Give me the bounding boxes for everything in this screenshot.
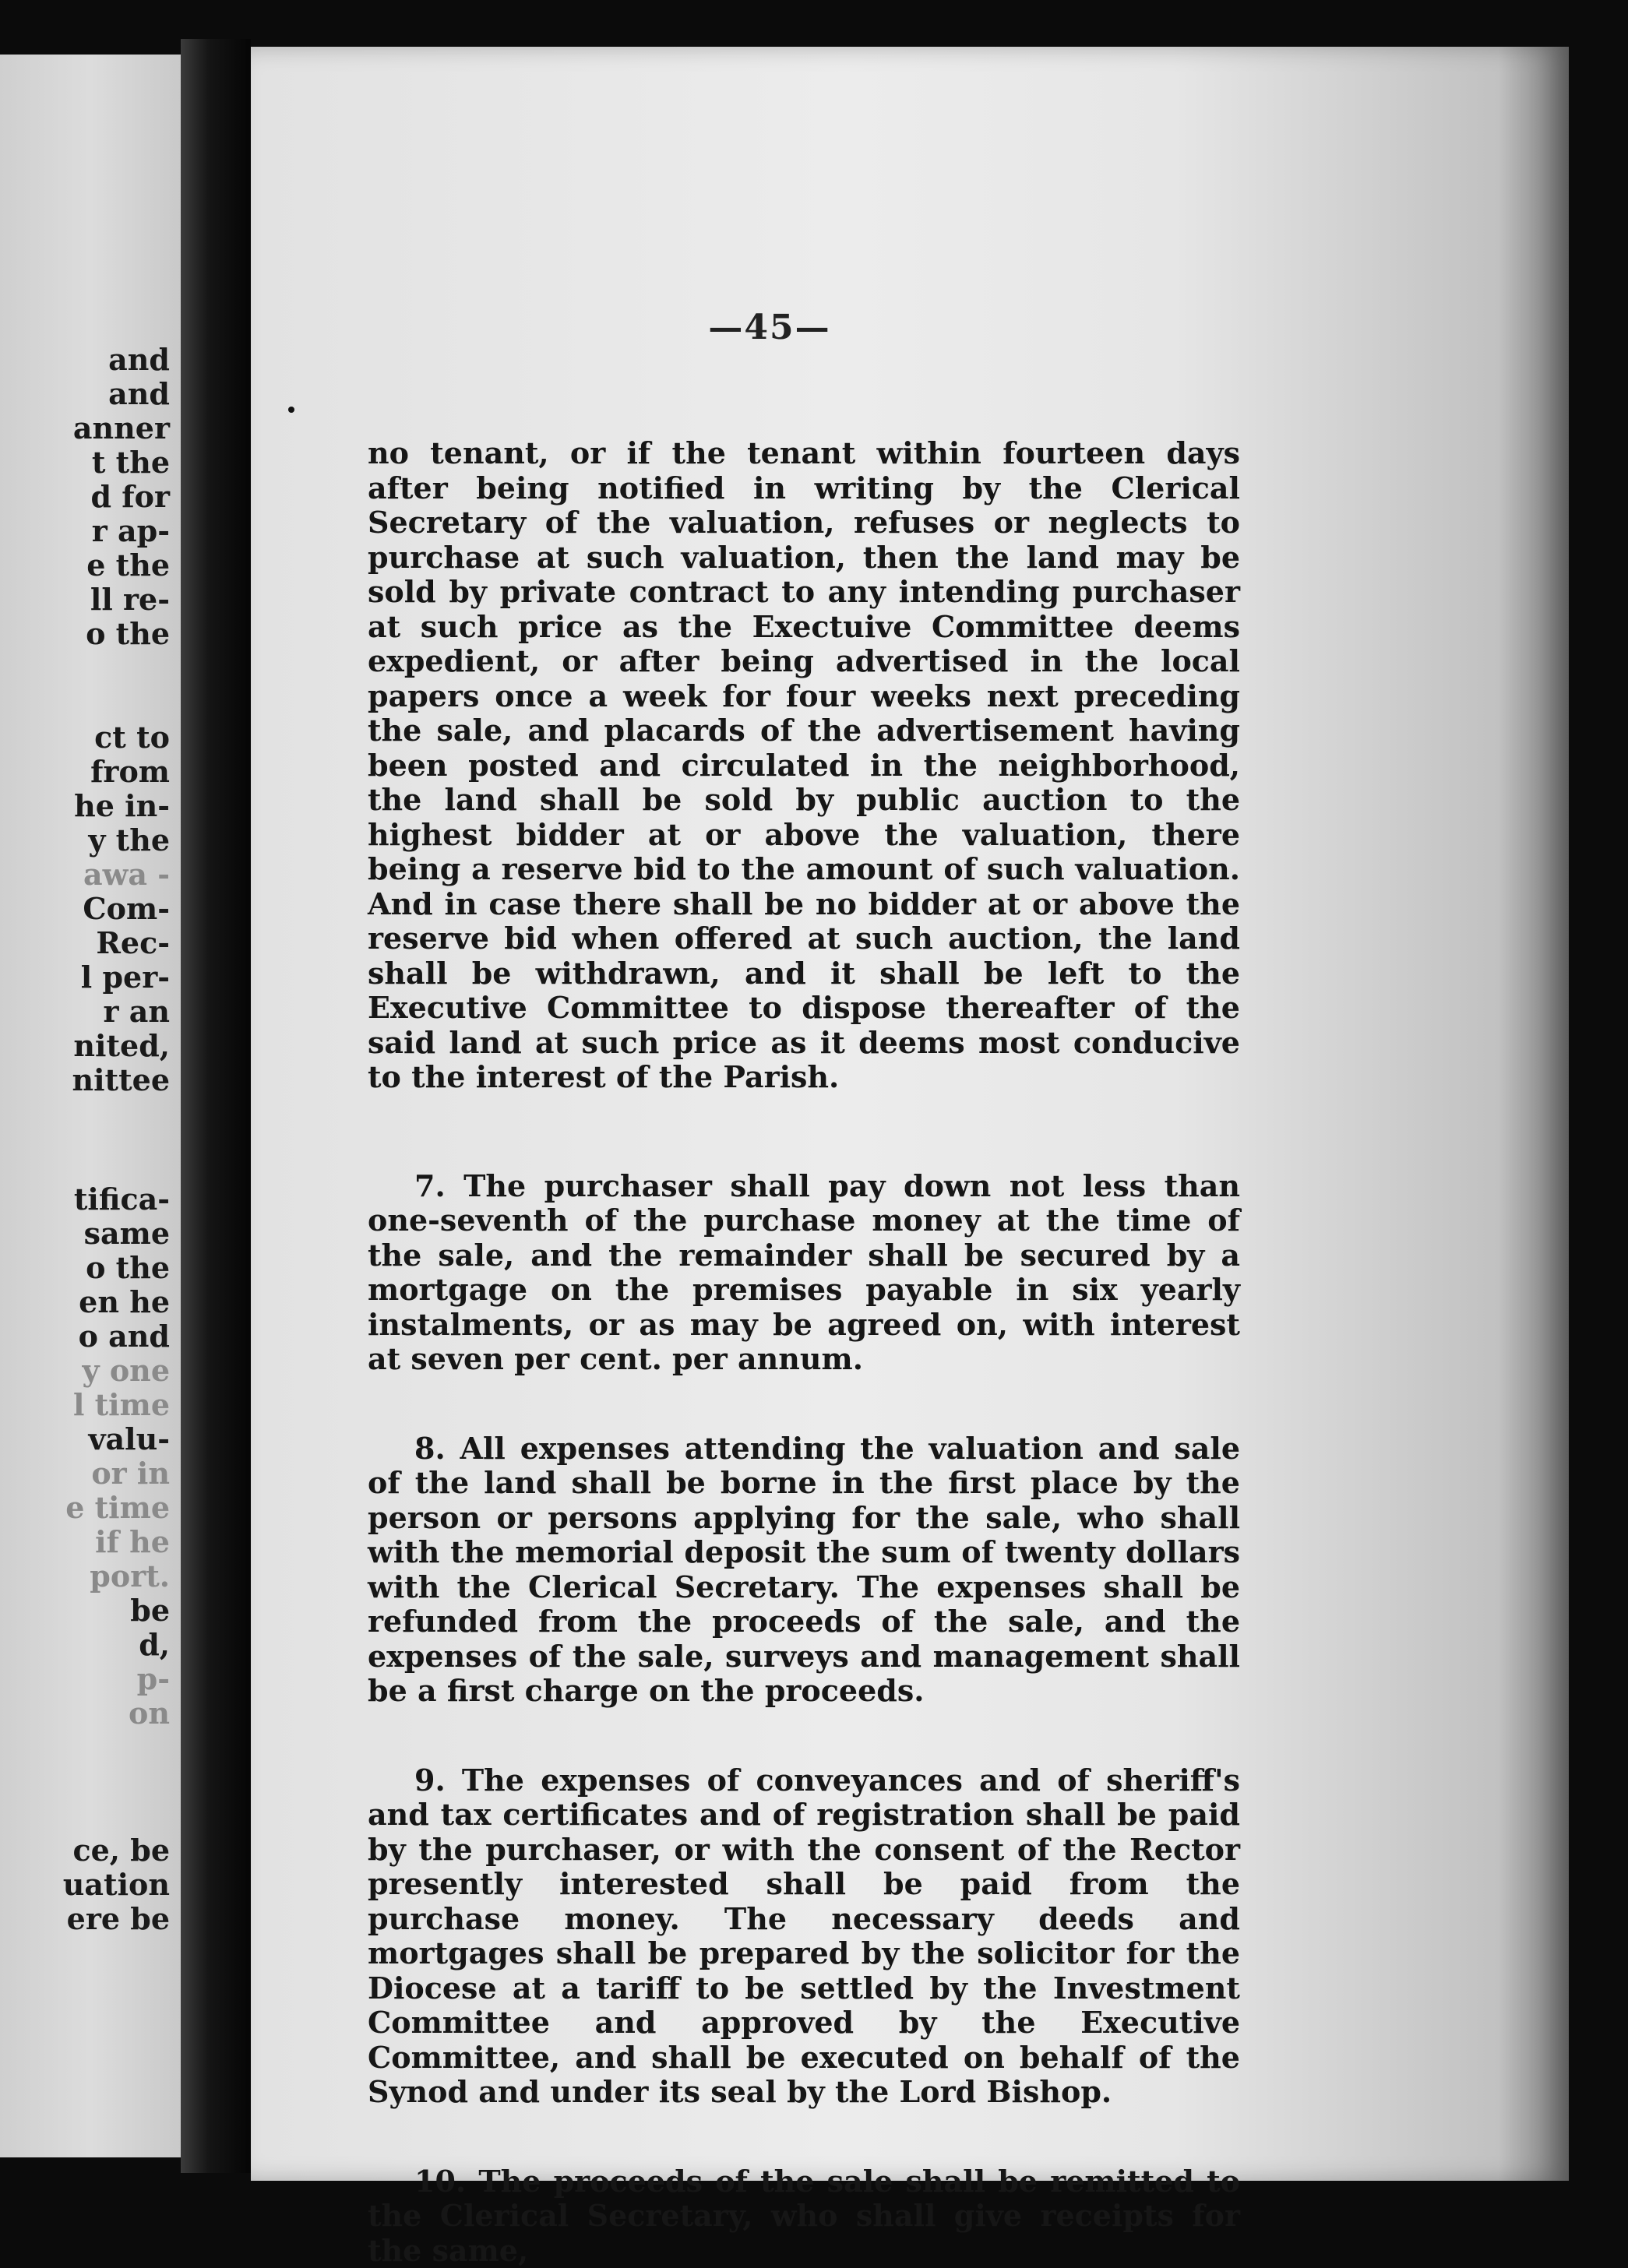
facing-page-fragment: ere be (67, 1902, 170, 1936)
facing-page-fragment: and (108, 377, 170, 411)
page-number: —45— (251, 308, 1569, 347)
facing-page-fragment: if he (95, 1525, 170, 1559)
facing-page-fragment: same (84, 1217, 170, 1251)
facing-page-fragment: ll re- (90, 583, 170, 617)
paragraph-8: 8. All expenses attending the valuation and sale of the land shall be borne in the first place by the person or persons applying for the sale, who shall with the memorial deposit the sum of twenty dollars with the Clerical Secretary. The expenses shall be refunded from the proceeds of the sale, and the expenses of the sale, surveys and management shall be a first charge on the proceeds. (368, 1432, 1240, 1709)
document-page (251, 47, 1569, 2181)
facing-page-fragment: d, (139, 1628, 170, 1662)
facing-page-fragment: he in- (74, 789, 170, 823)
facing-page-fragment: o and (79, 1319, 170, 1354)
facing-page-fragment: and (108, 343, 170, 377)
page-edge-shadow (1499, 47, 1569, 2181)
facing-page-fragment: nittee (72, 1063, 170, 1097)
facing-page-fragment: y one (83, 1354, 170, 1388)
facing-page-fragment: o the (86, 1251, 170, 1285)
facing-page-fragment: y the (88, 823, 170, 858)
facing-page-fragment: l time (73, 1388, 170, 1422)
facing-page-fragment: awa - (83, 858, 170, 892)
paragraph-9: 9. The expenses of conveyances and of sheriff's and tax certificates and of registration shall be paid by the purchaser, or with the consent of the Rector presently interested shall be paid from the purchase money. The necessary deeds and mortgages shall be prepared by the solicitor for the Diocese at a tariff to be settled by the Investment Committee and approved by the Executive Committee, and shall be executed on behalf of the Synod and under its seal by the Lord Bishop. (368, 1763, 1240, 2110)
facing-page-fragment: t the (92, 446, 170, 480)
facing-page-fragment: Com- (83, 892, 170, 926)
facing-page-fragment: be (130, 1594, 170, 1628)
facing-page-fragment: e the (86, 548, 170, 583)
facing-page-fragment: p- (137, 1662, 170, 1696)
page-body (368, 436, 1240, 2268)
facing-page-fragment: from (90, 755, 170, 789)
facing-page-fragment: anner (73, 411, 170, 446)
facing-page-fragment: d for (90, 480, 170, 514)
facing-page-fragment: valu- (88, 1422, 170, 1456)
facing-page-fragment: ce, be (72, 1833, 170, 1868)
facing-page-fragment: l per- (81, 960, 170, 995)
facing-page-fragment: o the (86, 617, 170, 651)
facing-page-fragment: ct to (94, 720, 170, 755)
facing-page-fragment: en he (79, 1285, 170, 1319)
facing-page-fragment: or in (91, 1456, 170, 1491)
paragraph-continuation: no tenant, or if the tenant within fourteen days after being notified in writing by the Clerical Secretary of the valuation, refuses or neglects to purchase at such valuation, then the land may be sold by private contract to any intending purchaser at such price as the Exectuive Committee deems expedient, or after being advertised in the local papers once a week for four weeks next preceding the sale, and placards of the advertisement having been posted and circulated in the neighborhood, the land shall be sold by public auction to the highest bidder at or above the valuation, there being a reserve bid to the amount of such valuation. And in case there shall be no bidder at or above the reserve bid when offered at such auction, the land shall be withdrawn, and it shall be left to the Executive Committee to dispose thereafter of the said land at such price as it deems most conducive to the interest of the Parish. (368, 436, 1240, 1095)
margin-dot (288, 407, 294, 413)
facing-page-edge (0, 55, 181, 2157)
facing-page-fragment: e time (65, 1491, 170, 1525)
facing-page-fragment: nited, (73, 1029, 170, 1063)
facing-page-fragment: r an (104, 995, 171, 1029)
book-gutter (181, 39, 251, 2173)
paragraph-7: 7. The purchaser shall pay down not less than one-seventh of the purchase money at the time of the sale, and the remainder shall be secured by a mortgage on the premises payable in six yearly instalments, or as may be agreed on, with interest at seven per cent. per annum. (368, 1169, 1240, 1377)
facing-page-fragment: uation (63, 1868, 170, 1902)
facing-page-fragment: on (129, 1696, 170, 1731)
facing-page-fragment: tifica- (74, 1182, 170, 1217)
facing-page-fragment: Rec- (96, 926, 170, 960)
paragraph-10: 10. The proceeds of the sale shall be remitted to the Clerical Secretary, who shall give receipts for the same, (368, 2164, 1240, 2268)
facing-page-fragment: port. (90, 1559, 170, 1594)
facing-page-fragment: r ap- (92, 514, 170, 548)
